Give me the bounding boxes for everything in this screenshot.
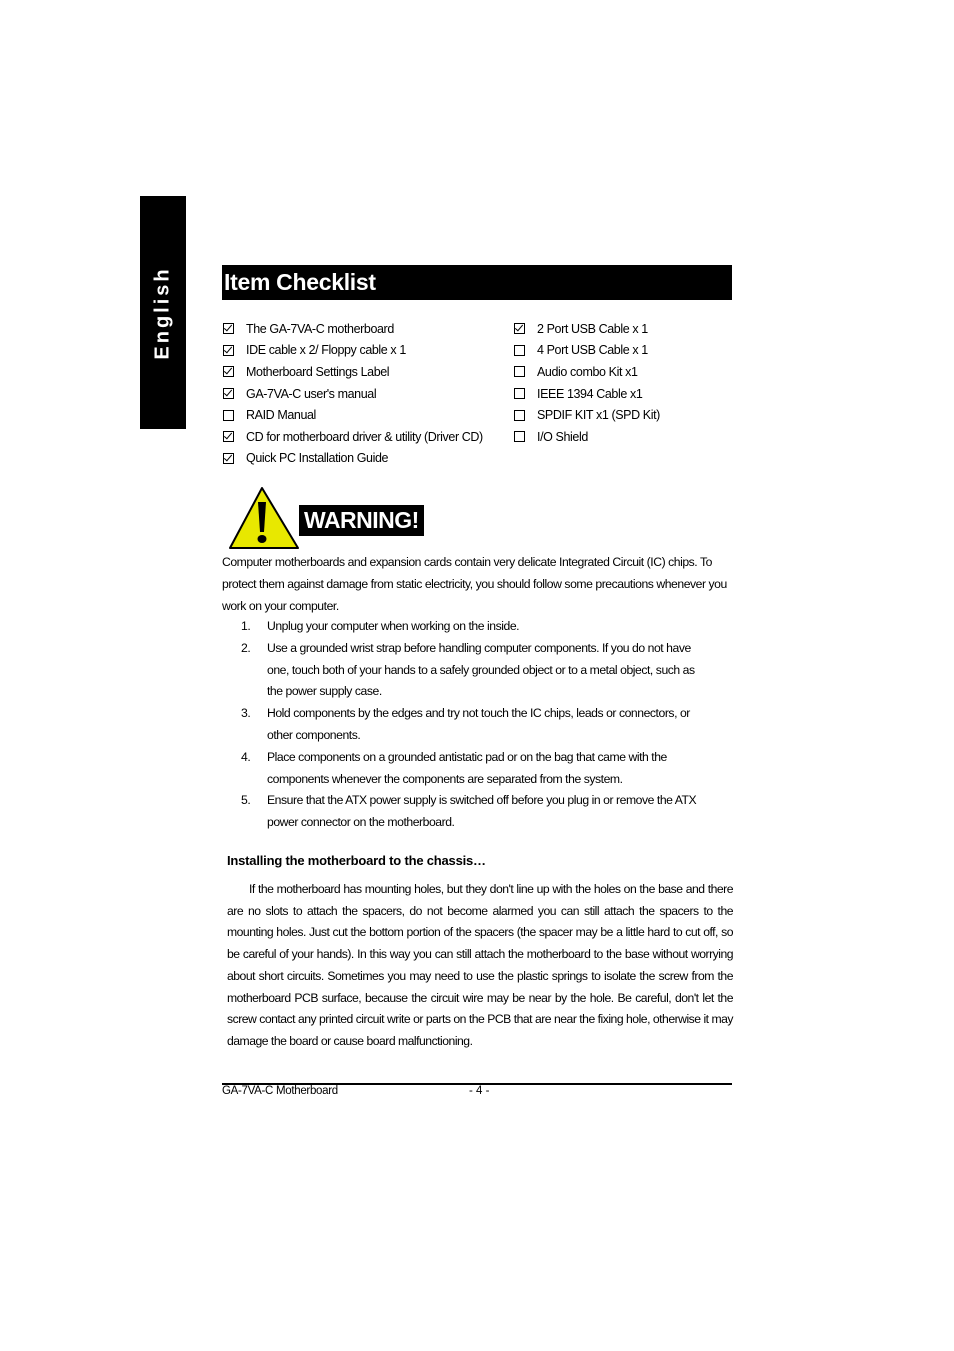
checklist-item-label: Audio combo Kit x1: [537, 364, 638, 379]
checklist-item-label: Motherboard Settings Label: [246, 364, 390, 379]
step-number: 3.: [241, 706, 251, 721]
checklist-item: [513, 340, 733, 362]
checklist-item-label: SPDIF KIT x1 (SPD Kit): [537, 408, 660, 423]
list-item: [222, 790, 707, 834]
step-number: 1.: [241, 619, 251, 633]
checklist-item: [513, 404, 733, 426]
checklist-right-column: [513, 318, 733, 448]
checkbox-icon: [223, 410, 234, 421]
checklist-item-label: GA-7VA-C user's manual: [246, 386, 377, 401]
list-item: [222, 638, 707, 703]
checkbox-icon: [514, 410, 525, 421]
step-text: Use a grounded wrist strap before handling computer components. If you do not have one, touch both of your hands to a safely grounded object or to a metal object, such as the power supply case.: [267, 640, 695, 699]
checklist-item: [222, 318, 512, 340]
checklist-item-label: IEEE 1394 Cable x1: [537, 386, 643, 401]
checklist-item: [513, 426, 733, 448]
checklist-item: [222, 361, 512, 383]
checklist-item-label: Quick PC Installation Guide: [246, 451, 389, 466]
step-number: 2.: [241, 640, 251, 655]
page-title: Item Checklist: [224, 269, 376, 295]
checkbox-icon: [514, 323, 525, 334]
checkbox-icon: [223, 388, 234, 399]
warning-triangle-icon: [228, 486, 300, 550]
checkbox-icon: [223, 431, 234, 442]
checkbox-icon: [223, 453, 234, 464]
checklist-item-label: I/O Shield: [537, 429, 588, 444]
warning-label: WARNING!: [299, 505, 424, 536]
checklist-item: [222, 426, 512, 448]
language-label: English: [151, 265, 174, 360]
checklist-item: [513, 361, 733, 383]
step-number: 5.: [241, 793, 251, 808]
language-side-tab: [140, 196, 186, 429]
installing-body-text: If the motherboard has mounting holes, but they don't line up with the holes on the base and there are no slots to attach the spacers, do not become alarmed you can still attach the spacers to the mounting holes. Just cut the bottom portion of the spacers (the spacer may be a little hard to cut off, so be careful of your hands). In this way you can still attach the motherboard to the base without worrying about short circuits. Sometimes you may need to use the plastic springs to isolate the screw from the motherboard PCB surface, because the circuit wire may be near by the hole. Be careful, don't let the screw contact any printed circuit write or parts on the PCB that are near the fixing hole, otherwise it may damage the board or cause board malfunctioning.: [227, 882, 733, 1048]
checklist-item-label: The GA-7VA-C motherboard: [246, 321, 394, 336]
checklist-item-label: CD for motherboard driver & utility (Driver CD): [246, 429, 483, 444]
checklist-item: [222, 340, 512, 362]
checklist-item: [222, 448, 512, 470]
checklist-item: [222, 383, 512, 405]
checklist-item: [222, 404, 512, 426]
checkbox-icon: [223, 345, 234, 356]
checklist-item-label: 2 Port USB Cable x 1: [537, 321, 648, 336]
checkbox-icon: [514, 388, 525, 399]
list-item: [222, 703, 707, 747]
precaution-steps-list: [222, 616, 722, 834]
checkbox-icon: [514, 345, 525, 356]
checklist-item: [513, 318, 733, 340]
installing-heading: Installing the motherboard to the chassis…: [227, 853, 486, 868]
step-text: Place components on a grounded antistatic pad or on the bag that came with the components whenever the components are separated from the system.: [267, 749, 667, 786]
step-text: Unplug your computer when working on the inside.: [267, 619, 520, 633]
step-text: Hold components by the edges and try not touch the IC chips, leads or connectors, or other components.: [267, 706, 690, 742]
checklist-left-column: [222, 318, 512, 469]
step-text: Ensure that the ATX power supply is switched off before you plug in or remove the ATX power connector on the motherboard.: [267, 793, 697, 830]
warning-intro-text: Computer motherboards and expansion cards contain very delicate Integrated Circuit (IC) chips. To protect them against damage from static electricity, you should follow some precautions whenever you work on your computer.: [222, 555, 727, 613]
footer-model: GA-7VA-C Motherboard: [222, 1085, 338, 1097]
list-item: [222, 616, 707, 638]
section-title-bar: [222, 265, 732, 300]
checkbox-icon: [223, 323, 234, 334]
checklist-item-label: IDE cable x 2/ Floppy cable x 1: [246, 343, 406, 358]
checkbox-icon: [514, 431, 525, 442]
checklist-item-label: 4 Port USB Cable x 1: [537, 343, 648, 358]
checkbox-icon: [223, 366, 234, 377]
list-item: [222, 747, 707, 791]
step-number: 4.: [241, 749, 251, 764]
checklist-item-label: RAID Manual: [246, 408, 316, 423]
page-number: - 4 -: [469, 1085, 490, 1097]
checkbox-icon: [514, 366, 525, 377]
checklist-item: [513, 383, 733, 405]
